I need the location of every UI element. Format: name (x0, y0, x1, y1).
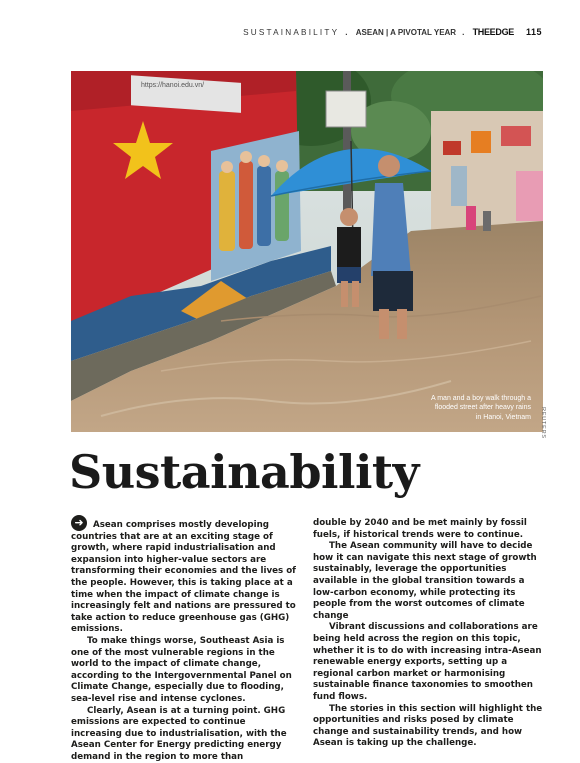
body-paragraph: Vibrant discussions and collaborations are being held across the region on this topic, whether it is to do with increasing intra-Asean renewable energy exports, setting up a regional carbon market or harmonising sustainable finance taxonomies to smoothen fund flows. (313, 622, 543, 703)
page-number: 115 (526, 27, 542, 37)
body-column-right (313, 518, 543, 750)
body-paragraph: The Asean community will have to decide how it can navigate this next stage of growth sustainably, leverage the opportunities available in the global transition towards a low-carbon economy, while protecting its people from the worst outcomes of climate change (313, 541, 543, 622)
arrow-right-icon: ➜ (71, 515, 87, 531)
body-column-left (71, 518, 297, 763)
the-edge-logo: THEEDGE (473, 27, 514, 37)
sign-text: https://hanoi.edu.vn/ (141, 82, 204, 89)
photo-caption: A man and a boy walk through a flooded street after heavy rains in Hanoi, Vietnam (431, 394, 531, 423)
header-separator: . (345, 28, 349, 37)
man (378, 155, 400, 177)
body-paragraph: Clearly, Asean is at a turning point. GHG emissions are expected to continue increasing due to industrialisation, with the Asean Center for Energy predicting energy demand in the region to more than (71, 706, 297, 763)
body-paragraph: ➜ Asean comprises mostly developing countries that are at an exciting stage of growth, where rapid industrialisation and expansion into higher-value sectors are transforming their economies and the lives of the people. However, this is taking place at a time when the impact of climate change is increasingly felt and nations are pressured to take action to reduce greenhouse gas (GHG) emissions. (71, 518, 297, 636)
flood-photo-illustration (71, 71, 543, 432)
page-header (243, 25, 542, 39)
body-paragraph: double by 2040 and be met mainly by fossil fuels, if historical trends were to continue. (313, 518, 543, 541)
photo-credit: REUTERS (540, 407, 546, 437)
boy (340, 208, 358, 226)
flood-photo (71, 71, 543, 432)
header-separator-2: . (462, 28, 466, 37)
body-paragraph: To make things worse, Southeast Asia is one of the most vulnerable regions in the world to the impact of climate change, according to the Intergovernmental Panel on Climate Change, especially due to flooding, sea-level rise and intense cyclones. (71, 636, 297, 706)
header-subsection: ASEAN | A PIVOTAL YEAR (356, 28, 456, 37)
header-section: SUSTAINABILITY (243, 28, 339, 37)
page-title: Sustainability (69, 444, 419, 500)
body-paragraph: The stories in this section will highlight the opportunities and risks posed by climate change and sustainability trends, and how Asean is taking up the challenge. (313, 704, 543, 750)
